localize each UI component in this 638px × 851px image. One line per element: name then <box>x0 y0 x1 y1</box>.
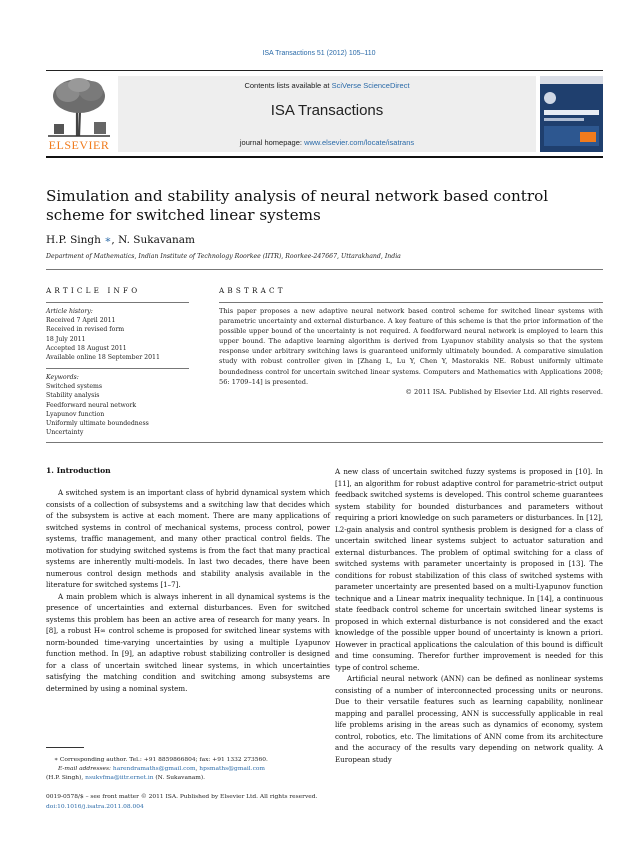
email-link[interactable]: harendramaths@gmail.com <box>112 766 196 773</box>
keywords-list <box>46 373 189 437</box>
journal-title: ISA Transactions <box>270 102 384 119</box>
footnote-marker: ∗ <box>54 757 59 763</box>
body-right-column <box>335 466 603 765</box>
email-separator: , <box>195 766 200 773</box>
body-paragraph: A main problem which is always inherent in all dynamical systems is the presence of uncertainties and external disturbances. Even for switched systems this problem has been an active area of research for many years. In [8], a robust H∞ control scheme is proposed for switched linear systems with norm-bounded time-varying uncertainties by using a multiple Lyapunov function method. In [9], an adaptive robust stabilizing controller is designed for a class of uncertain switched linear systems, in which uncertainties satisfying the matching condition and switching among subsystems are determined by using a nominal system. <box>46 591 330 693</box>
abstract-text: This paper proposes a new adaptive neural network based control scheme for switched linear systems with parametric uncertainty and external disturbance. A key feature of this scheme is that the prior information of the possible upper bound of the uncertainty is not required. A feedforward neural network is employed to learn this upper bound. The adaptive learning algorithm is derived from Lyapunov stability analysis so that the system response under arbitrary switching laws is guaranteed uniformly ultimately bounded. A comparative simulation study with robust controller given in [Zhang L, Lu Y, Chen Y, Mastorakis NE. Robust uniformly ultimate boundedness control for uncertain switched linear systems. Computers and Mathematics with Applications 2008; 56: 1709–14] is presented. <box>219 307 603 386</box>
homepage-prefix: journal homepage: <box>239 138 305 147</box>
body-paragraph: A switched system is an important class of hybrid dynamical system which consists of a collection of subsystems and a switching law that decides which of the subsystem is active at each moment. There are many applications of switched systems in control of mechanical systems, process control, power systems, traffic management, and many other practical control fields. The motivation for studying switched systems is from the fact that many practical systems are inherently multi-models. In last two decades, there have been numerous control design methods and stability analysis available in the literature for switched systems [1–7]. <box>46 488 330 589</box>
author-affiliation: Department of Mathematics, Indian Institute of Technology Roorkee (IITR), Roorkee-247667, Uttarakhand, India <box>46 253 401 260</box>
header-top-rule <box>46 70 603 71</box>
body-paragraph: A new class of uncertain switched fuzzy systems is proposed in [10]. In [11], an algorithm for robust adaptive control for parametric-strict output feedback switched systems is developed. This control scheme guarantees system stability for bounded disturbances and parameters without requiring a priori knowledge on such parameters or disturbances. In [12], L2-gain analysis and control synthesis problem is designed for a class of uncertain switched linear systems subject to actuator saturation and external disturbances. The problem of optimal switching for a class of switched systems with parameter uncertainty is proposed in [13]. The conditions for robust stabilization of this class of switched systems with parameter uncertainty are presented based on a multi-Lyapunov function technique and a Linear matrix inequality technique. In [14], a continuous state feedback control scheme for uncertain switched linear systems is proposed in which external disturbance is not considered and the exact knowledge of the possible upper bound of uncertainty is known a priori. However in practical applications the calculation of this bound is difficult and time consuming. Therefor further improvement is needed for this type of control scheme. <box>335 467 603 672</box>
abstract-copyright: © 2011 ISA. Published by Elsevier Ltd. All rights reserved. <box>405 388 603 396</box>
email-link[interactable]: nsukvfma@iitr.ernet.in <box>85 775 154 782</box>
keyword-item: Stability analysis <box>46 392 100 400</box>
article-history <box>46 307 189 362</box>
email-owner: (H.P. Singh), <box>46 775 86 782</box>
front-matter-rule <box>46 442 603 443</box>
abstract-heading: ABSTRACT <box>219 286 286 295</box>
body-paragraph: Artificial neural network (ANN) can be defined as nonlinear systems consisting of a number of interconnected processing units or neurons. Due to their versatile features such as learning capability, nonlinear mapping and parallel processing, ANN is successfully applicable in real life problems arising in the areas such as dynamics of economy, system control, robotics, etc. The limitations of ANN come from its architecture and the accuracy of the results vary depending on network quality. A European study <box>335 674 603 764</box>
author-separator: , <box>111 234 119 246</box>
footnote-rule <box>46 747 84 748</box>
author-sukavanam[interactable]: N. Sukavanam <box>118 234 196 246</box>
article-info-heading: ARTICLE INFO <box>46 286 141 295</box>
doi-link[interactable]: doi:10.1016/j.isatra.2011.08.004 <box>46 803 144 810</box>
email-link[interactable]: hpsmaths@gmail.com <box>199 766 265 773</box>
keyword-item: Switched systems <box>46 383 103 391</box>
history-item: Accepted 18 August 2011 <box>46 344 127 352</box>
journal-reference-link[interactable]: ISA Transactions 51 (2012) 105–110 <box>262 50 376 57</box>
author-list <box>46 234 195 246</box>
corresponding-author-marker[interactable]: ∗ <box>100 234 112 246</box>
issn-line: 0019-0578/$ – see front matter © 2011 ISA. Published by Elsevier Ltd. All rights reserved. <box>46 794 318 800</box>
email-label: E-mail addresses: <box>58 766 112 773</box>
history-item: 18 July 2011 <box>46 335 86 343</box>
journal-homepage-link[interactable]: www.elsevier.com/locate/isatrans <box>304 138 415 147</box>
journal-cover-thumbnail-icon <box>540 76 603 152</box>
front-matter-footer <box>46 793 446 812</box>
history-label: Article history: <box>46 308 93 315</box>
history-item: Available online 18 September 2011 <box>46 354 160 362</box>
article-info-rule <box>46 302 189 303</box>
introduction-heading: 1. Introduction <box>46 466 111 475</box>
body-left-column <box>46 487 330 694</box>
keywords-rule <box>46 368 189 369</box>
keyword-item: Lyapunov function <box>46 410 105 418</box>
abstract-rule <box>219 302 603 303</box>
sciencedirect-link[interactable]: SciVerse ScienceDirect <box>331 81 410 90</box>
article-title: Simulation and stability analysis of neural network based control scheme for switched linear systems <box>46 187 549 224</box>
corresponding-contact: Corresponding author. Tel.: +91 8859866804; fax: +91 1332 273560. <box>59 757 268 763</box>
email-owner: (N. Sukavanam). <box>153 775 206 782</box>
homepage-line <box>118 138 536 147</box>
history-item: Received 7 April 2011 <box>46 317 116 325</box>
author-singh[interactable]: H.P. Singh <box>46 234 101 246</box>
keyword-item: Feedforward neural network <box>46 401 137 409</box>
header-bottom-rule <box>46 156 603 158</box>
contents-prefix: Contents lists available at <box>244 81 332 90</box>
title-block-rule <box>46 269 603 270</box>
history-item: Received in revised form <box>46 326 125 334</box>
corresponding-author-footnote <box>46 756 330 784</box>
keywords-label: Keywords: <box>46 374 79 381</box>
contents-line <box>118 81 536 90</box>
publisher-logo-text: ELSEVIER <box>48 138 110 152</box>
keyword-item: Uncertainty <box>46 429 84 437</box>
keyword-item: Uniformly ultimate boundedness <box>46 420 149 428</box>
